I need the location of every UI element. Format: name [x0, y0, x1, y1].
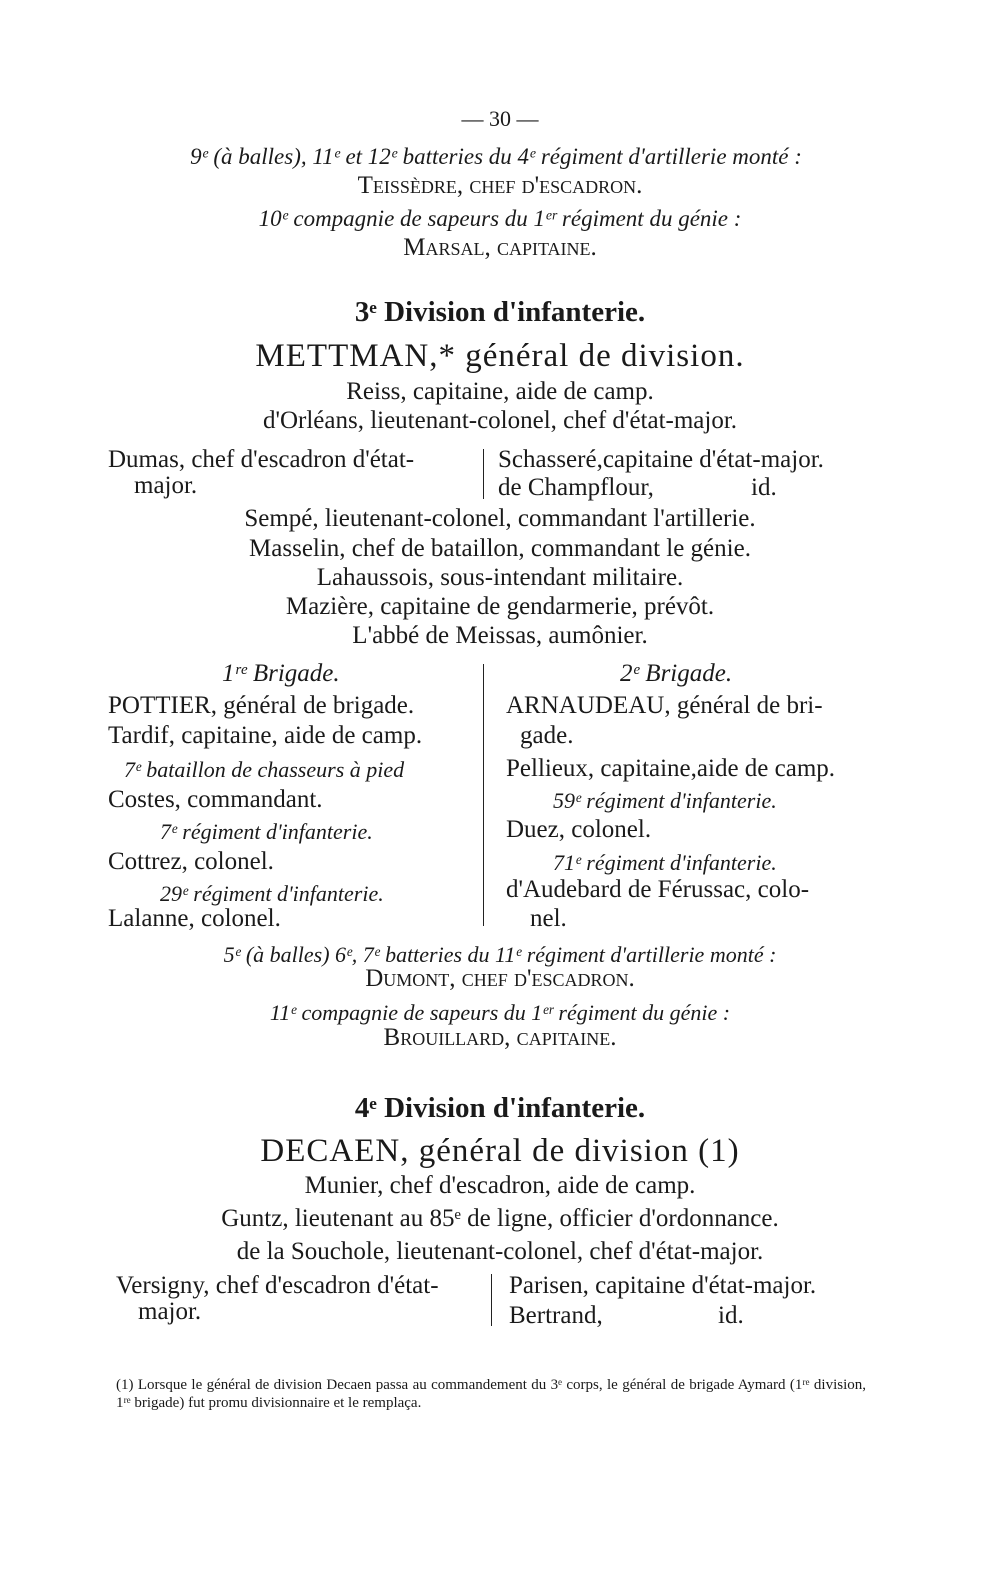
column-divider — [483, 449, 484, 499]
staff-artillery: Sempé, lieutenant-colonel, commandant l'artillerie. — [244, 505, 756, 532]
brigade-1-unit-1-commander: Costes, commandant. — [108, 786, 323, 813]
footnote: (1) Lorsque le général de division Decaen passa au commandement du 3ᵉ corps, le général de brigade Aymard (1ʳᵉ division, 1ʳᵉ brigade) fut promu divisionnaire et le remplaça. — [116, 1377, 866, 1411]
engineers-line: 10ᵉ compagnie de sapeurs du 1ᵉʳ régiment du génie : — [258, 206, 742, 231]
brigade-1-unit-3: 29ᵉ régiment d'infanterie. — [160, 881, 384, 906]
div4-left-officer-cont: major. — [138, 1298, 202, 1325]
artillery-commander: Teissèdre, chef d'escadron. — [357, 172, 643, 199]
division-4-general: DECAEN, général de division (1) — [260, 1133, 740, 1169]
brigade-1-unit-3-commander: Lalanne, colonel. — [108, 905, 281, 932]
brigade-2-unit-2-commander-cont: nel. — [530, 905, 567, 932]
staff-engineers: Masselin, chef de bataillon, commandant le génie. — [249, 535, 751, 562]
brigade-2-unit-1: 59ᵉ régiment d'infanterie. — [553, 788, 777, 813]
division-3-engineers: 11ᵉ compagnie de sapeurs du 1ᵉʳ régiment du génie : — [269, 1000, 731, 1025]
brigade-1-general: POTTIER, général de brigade. — [108, 692, 415, 719]
division-3-artillery-commander: Dumont, chef d'escadron. — [365, 965, 635, 992]
division-3-engineers-commander: Brouillard, capitaine. — [383, 1024, 617, 1051]
div4-staff-orderly: Guntz, lieutenant au 85ᵉ de ligne, officier d'ordonnance. — [221, 1205, 779, 1232]
div4-right-officer-2: Bertrand, — [509, 1302, 603, 1329]
artillery-line: 9ᵉ (à balles), 11ᵉ et 12ᵉ batteries du 4ᵉ régiment d'artillerie monté : — [190, 144, 802, 169]
brigade-2-title: 2ᵉ Brigade. — [620, 660, 733, 687]
staff-right-officer-2-id: id. — [751, 474, 777, 501]
div4-column-divider — [491, 1274, 492, 1326]
staff-chaplain: L'abbé de Meissas, aumônier. — [352, 622, 648, 649]
brigade-1-unit-2: 7ᵉ régiment d'infanterie. — [160, 819, 373, 844]
staff-right-officer-2: de Champflour, — [498, 474, 654, 501]
division-3-general: METTMAN,* général de division. — [255, 338, 745, 374]
staff-provost: Mazière, capitaine de gendarmerie, prévôt. — [285, 593, 715, 620]
brigade-2-general-cont: gade. — [520, 722, 574, 749]
division-4-heading: 4ᵉ Division d'infanterie. — [354, 1092, 646, 1124]
staff-left-officer-cont: major. — [134, 472, 198, 499]
div4-right-officer-1: Parisen, capitaine d'état-major. — [509, 1272, 817, 1299]
brigade-2-unit-2: 71ᵉ régiment d'infanterie. — [553, 850, 777, 875]
brigade-1-aide: Tardif, capitaine, aide de camp. — [108, 722, 423, 749]
brigade-2-aide: Pellieux, capitaine,aide de camp. — [506, 755, 836, 782]
division-3-heading: 3ᵉ Division d'infanterie. — [354, 296, 646, 328]
brigade-1-title: 1ʳᵉ Brigade. — [222, 660, 340, 687]
brigade-1-unit-2-commander: Cottrez, colonel. — [108, 848, 274, 875]
staff-aide-de-camp: Reiss, capitaine, aide de camp. — [346, 378, 654, 405]
brigade-2-unit-2-commander: d'Audebard de Férussac, colo- — [506, 876, 810, 903]
page-number: — 30 — — [461, 106, 539, 131]
staff-intendant: Lahaussois, sous-intendant militaire. — [316, 564, 684, 591]
div4-staff-chief: de la Souchole, lieutenant-colonel, chef d'état-major. — [236, 1238, 764, 1265]
staff-right-officer-1: Schasseré,capitaine d'état-major. — [498, 446, 824, 473]
div4-staff-aide: Munier, chef d'escadron, aide de camp. — [304, 1172, 696, 1199]
staff-chief-of-staff: d'Orléans, lieutenant-colonel, chef d'état-major. — [262, 407, 738, 434]
brigade-1-unit-1: 7ᵉ bataillon de chasseurs à pied — [124, 757, 405, 782]
brigade-2-unit-1-commander: Duez, colonel. — [506, 816, 652, 843]
div4-right-officer-2-id: id. — [718, 1302, 744, 1329]
division-3-artillery: 5ᵉ (à balles) 6ᵉ, 7ᵉ batteries du 11ᵉ régiment d'artillerie monté : — [223, 942, 777, 967]
div4-left-officer: Versigny, chef d'escadron d'état- — [116, 1272, 439, 1299]
staff-left-officer: Dumas, chef d'escadron d'état- — [108, 446, 415, 473]
brigade-2-general: ARNAUDEAU, général de bri- — [506, 692, 823, 719]
engineers-commander: Marsal, capitaine. — [403, 234, 597, 261]
brigade-divider — [483, 664, 484, 926]
